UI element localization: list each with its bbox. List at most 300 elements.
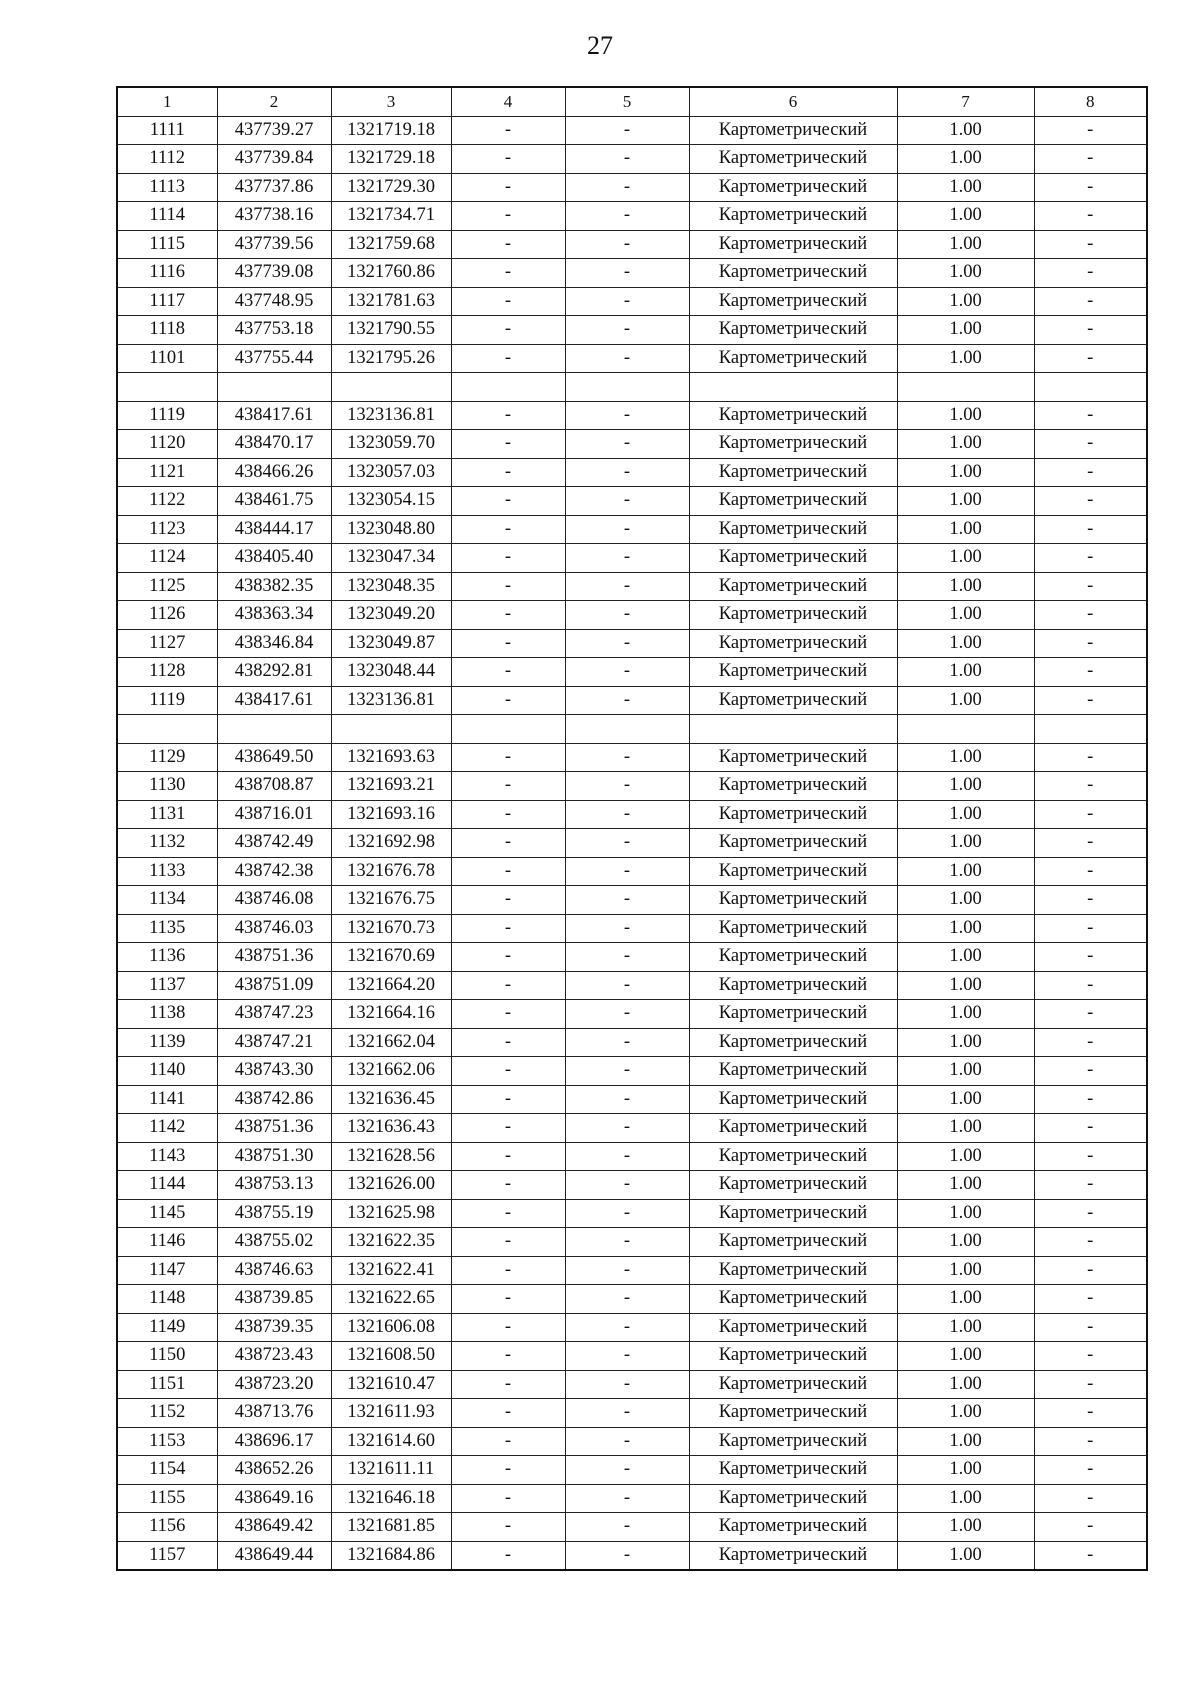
table-cell [897,715,1034,744]
table-cell: 1.00 [897,629,1034,658]
table-cell: - [565,116,689,145]
table-cell: 438751.09 [217,971,331,1000]
table-row [117,316,1147,345]
table-cell [565,373,689,402]
table-cell: - [451,658,565,687]
table-cell: 438363.34 [217,601,331,630]
table-row [117,373,1147,402]
table-cell: 1128 [117,658,217,687]
table-cell: - [1034,1028,1147,1057]
table-cell: - [1034,743,1147,772]
table-cell [565,715,689,744]
table-cell: - [565,316,689,345]
table-cell: 438739.35 [217,1313,331,1342]
table-cell: Картометрический [689,1256,897,1285]
table-cell: 1.00 [897,1541,1034,1570]
table-cell: - [1034,572,1147,601]
table-cell: 1.00 [897,1228,1034,1257]
table-cell: - [1034,686,1147,715]
table-cell: 1136 [117,943,217,972]
table-cell: Картометрический [689,202,897,231]
table-cell: 1.00 [897,344,1034,373]
table-cell: - [565,1085,689,1114]
table-cell: 1145 [117,1199,217,1228]
table-cell: 438466.26 [217,458,331,487]
table-cell: 1.00 [897,971,1034,1000]
column-header: 7 [897,87,1034,116]
table-row [117,1199,1147,1228]
table-cell: - [451,1427,565,1456]
table-cell: - [1034,401,1147,430]
table-cell: 1.00 [897,886,1034,915]
table-row [117,971,1147,1000]
table-cell: Картометрический [689,1171,897,1200]
table-cell: 1134 [117,886,217,915]
table-cell: - [565,686,689,715]
coordinates-table [116,86,1148,1571]
table-cell: - [451,458,565,487]
table-row [117,743,1147,772]
column-header: 3 [331,87,451,116]
table-cell: Картометрический [689,1427,897,1456]
table-cell: - [565,1456,689,1485]
table-row [117,829,1147,858]
table-cell: Картометрический [689,515,897,544]
table-row [117,287,1147,316]
table-cell: 1323059.70 [331,430,451,459]
table-cell: 1119 [117,686,217,715]
column-header: 1 [117,87,217,116]
table-cell: - [565,1285,689,1314]
table-cell: 1.00 [897,1028,1034,1057]
table-cell: - [1034,800,1147,829]
table-cell: 1323047.34 [331,544,451,573]
table-cell: - [1034,829,1147,858]
table-cell: Картометрический [689,601,897,630]
table-cell: 1.00 [897,1370,1034,1399]
table-cell: - [1034,259,1147,288]
table-cell: 1126 [117,601,217,630]
table-cell: - [1034,458,1147,487]
table-row [117,772,1147,801]
table-cell: Картометрический [689,1057,897,1086]
table-cell: Картометрический [689,430,897,459]
table-cell: Картометрический [689,116,897,145]
table-cell [897,373,1034,402]
table-cell: 438743.30 [217,1057,331,1086]
table-cell: - [1034,173,1147,202]
table-cell: - [451,629,565,658]
table-row [117,601,1147,630]
table-cell: Картометрический [689,743,897,772]
table-cell: Картометрический [689,1541,897,1570]
table-cell: 1.00 [897,658,1034,687]
table-cell: 1154 [117,1456,217,1485]
table-cell: Картометрический [689,173,897,202]
table-cell: 438649.44 [217,1541,331,1570]
table-cell: 1.00 [897,743,1034,772]
table-cell: 438747.21 [217,1028,331,1057]
table-cell: 1139 [117,1028,217,1057]
table-cell: 1321719.18 [331,116,451,145]
table-cell: - [565,601,689,630]
table-cell [117,715,217,744]
table-cell: - [565,458,689,487]
table-cell: 1112 [117,145,217,174]
table-cell: 1321693.16 [331,800,451,829]
table-cell: 1321606.08 [331,1313,451,1342]
table-cell: - [1034,1199,1147,1228]
table-cell: 438649.16 [217,1484,331,1513]
table-row [117,1256,1147,1285]
table-cell: - [1034,1256,1147,1285]
table-cell: 1.00 [897,800,1034,829]
table-cell: 1113 [117,173,217,202]
table-cell: 1152 [117,1399,217,1428]
table-cell: - [451,1057,565,1086]
table-cell: Картометрический [689,1484,897,1513]
table-cell: 1.00 [897,857,1034,886]
table-cell: 1122 [117,487,217,516]
table-cell: Картометрический [689,230,897,259]
table-cell: Картометрический [689,1000,897,1029]
table-cell: - [565,1057,689,1086]
table-row [117,1114,1147,1143]
table-cell: - [451,772,565,801]
table-cell: Картометрический [689,1342,897,1371]
table-cell: - [1034,202,1147,231]
table-cell: 1.00 [897,287,1034,316]
table-cell: 1.00 [897,316,1034,345]
table-cell: - [451,857,565,886]
table-cell: - [565,487,689,516]
table-row [117,458,1147,487]
table-cell: - [451,1484,565,1513]
table-cell: Картометрический [689,772,897,801]
table-cell: Картометрический [689,259,897,288]
table-cell: 437739.84 [217,145,331,174]
table-cell: - [451,173,565,202]
table-cell: - [565,971,689,1000]
table-cell: - [565,1142,689,1171]
table-cell: - [1034,1313,1147,1342]
table-cell: - [1034,1000,1147,1029]
table-cell: - [451,1541,565,1570]
table-cell: 1321625.98 [331,1199,451,1228]
table-cell: - [565,1171,689,1200]
table-cell: - [451,1256,565,1285]
table-cell: 1321622.41 [331,1256,451,1285]
table-cell: 437739.27 [217,116,331,145]
table-cell: 438723.20 [217,1370,331,1399]
table-cell: 1157 [117,1541,217,1570]
table-cell: 438461.75 [217,487,331,516]
table-row [117,1313,1147,1342]
table-row [117,515,1147,544]
table-cell: 1117 [117,287,217,316]
table-cell: - [565,173,689,202]
table-cell: 1321729.18 [331,145,451,174]
table-cell: 1321781.63 [331,287,451,316]
table-cell: - [565,800,689,829]
table-cell: 438751.30 [217,1142,331,1171]
table-cell: - [1034,544,1147,573]
table-cell [451,373,565,402]
table-cell: 1321676.75 [331,886,451,915]
table-cell: 1321622.65 [331,1285,451,1314]
table-cell: 437748.95 [217,287,331,316]
table-cell: - [451,886,565,915]
table-cell: - [565,1484,689,1513]
table-cell: - [1034,1342,1147,1371]
table-row [117,544,1147,573]
table-cell: - [451,515,565,544]
table-cell: Картометрический [689,1085,897,1114]
table-cell: - [451,487,565,516]
table-cell: 1.00 [897,943,1034,972]
table-cell: - [1034,1370,1147,1399]
table-cell: - [451,1513,565,1542]
table-cell: 1143 [117,1142,217,1171]
table-row [117,1285,1147,1314]
table-cell: 1321664.20 [331,971,451,1000]
table-cell: 438746.08 [217,886,331,915]
column-header: 4 [451,87,565,116]
table-row [117,1057,1147,1086]
table-cell: 1.00 [897,116,1034,145]
table-cell: 1125 [117,572,217,601]
table-cell: 438417.61 [217,401,331,430]
table-cell: 438753.13 [217,1171,331,1200]
table-row [117,1513,1147,1542]
table-cell: 1156 [117,1513,217,1542]
table-cell [117,373,217,402]
table-cell: 1321790.55 [331,316,451,345]
table-cell: - [565,287,689,316]
table-cell: 1.00 [897,1000,1034,1029]
table-cell: - [565,1541,689,1570]
table-cell: - [451,1456,565,1485]
table-cell: - [565,829,689,858]
table-cell: - [565,544,689,573]
table-cell: - [1034,1085,1147,1114]
table-cell: - [565,1000,689,1029]
table-cell: Картометрический [689,316,897,345]
table-row [117,401,1147,430]
table-cell: 1323136.81 [331,401,451,430]
table-cell [331,715,451,744]
table-cell: Картометрический [689,1513,897,1542]
table-cell: 438292.81 [217,658,331,687]
table-cell: - [451,1085,565,1114]
table-cell: - [451,544,565,573]
table-cell: 1321734.71 [331,202,451,231]
column-header: 6 [689,87,897,116]
table-row [117,344,1147,373]
table-cell: 438346.84 [217,629,331,658]
table-cell: - [1034,1285,1147,1314]
table-cell: 438444.17 [217,515,331,544]
table-cell: 437753.18 [217,316,331,345]
table-cell: 1321662.04 [331,1028,451,1057]
table-cell: 438417.61 [217,686,331,715]
table-cell [1034,715,1147,744]
table-cell: - [1034,1427,1147,1456]
table-cell: 1.00 [897,686,1034,715]
table-cell: - [565,401,689,430]
table-cell: 1321611.11 [331,1456,451,1485]
table-cell: - [1034,1399,1147,1428]
table-cell: - [451,430,565,459]
table-cell: 1.00 [897,173,1034,202]
table-cell: 1142 [117,1114,217,1143]
table-cell: Картометрический [689,544,897,573]
table-cell: 1127 [117,629,217,658]
table-cell: - [1034,430,1147,459]
table-cell: 438755.02 [217,1228,331,1257]
table-row [117,145,1147,174]
table-row [117,1000,1147,1029]
table-cell: - [565,629,689,658]
table-cell: Картометрический [689,1313,897,1342]
table-cell: - [451,259,565,288]
table-cell: Картометрический [689,1228,897,1257]
table-cell: - [451,202,565,231]
table-cell: 438742.38 [217,857,331,886]
table-cell: Картометрический [689,658,897,687]
page-number: 27 [587,31,613,60]
table-row [117,857,1147,886]
table-cell: - [451,1399,565,1428]
table-cell: - [1034,344,1147,373]
table-cell: - [451,1114,565,1143]
table-cell: 1321610.47 [331,1370,451,1399]
table-cell: 438751.36 [217,1114,331,1143]
table-cell: 1323049.20 [331,601,451,630]
table-cell: - [451,971,565,1000]
table-cell: - [565,1313,689,1342]
table-cell: 1132 [117,829,217,858]
column-header: 2 [217,87,331,116]
table-cell: 1321729.30 [331,173,451,202]
table-cell: - [451,743,565,772]
table-cell: 1148 [117,1285,217,1314]
table-cell: Картометрический [689,943,897,972]
table-row [117,914,1147,943]
table-cell: 438746.03 [217,914,331,943]
table-cell: 1.00 [897,1313,1034,1342]
table-cell: 437737.86 [217,173,331,202]
table-cell: 1150 [117,1342,217,1371]
table-cell: - [451,572,565,601]
table-row [117,1028,1147,1057]
table-cell: - [565,914,689,943]
table-row [117,173,1147,202]
table-cell: - [565,658,689,687]
table-cell: - [1034,1228,1147,1257]
table-row [117,1142,1147,1171]
table-cell: 1321636.45 [331,1085,451,1114]
table-row [117,715,1147,744]
table-cell [217,715,331,744]
table-cell: 1140 [117,1057,217,1086]
table-cell: - [451,601,565,630]
table-cell: - [451,1285,565,1314]
table-cell: 1.00 [897,1142,1034,1171]
header-row [117,87,1147,116]
table-cell [689,715,897,744]
table-cell: 1323048.80 [331,515,451,544]
table-cell: - [565,1028,689,1057]
table-cell: 438716.01 [217,800,331,829]
table-cell: 1321636.43 [331,1114,451,1143]
table-cell: - [451,1000,565,1029]
table-cell: - [451,829,565,858]
table-cell: 438708.87 [217,772,331,801]
table-row [117,116,1147,145]
table-cell: Картометрический [689,1370,897,1399]
table-cell: 1131 [117,800,217,829]
table-cell: - [451,943,565,972]
table-cell: - [1034,145,1147,174]
table-cell: - [565,943,689,972]
table-cell: - [1034,914,1147,943]
table-cell: - [1034,886,1147,915]
table-cell: 1323057.03 [331,458,451,487]
table-cell: Картометрический [689,1399,897,1428]
table-cell: 1323136.81 [331,686,451,715]
table-cell: - [565,1399,689,1428]
table-cell: 438755.19 [217,1199,331,1228]
table-cell: - [1034,629,1147,658]
table-cell: 1147 [117,1256,217,1285]
table-cell: 1.00 [897,572,1034,601]
table-cell: 1144 [117,1171,217,1200]
table-cell: 1118 [117,316,217,345]
table-cell: 1321693.63 [331,743,451,772]
table-cell: - [565,515,689,544]
table-cell: 1149 [117,1313,217,1342]
table-cell: 438649.42 [217,1513,331,1542]
table-row [117,686,1147,715]
table-row [117,1541,1147,1570]
table-cell: 1101 [117,344,217,373]
table-row [117,1427,1147,1456]
table-cell: 1.00 [897,202,1034,231]
table-cell: 1120 [117,430,217,459]
table-row [117,800,1147,829]
table-cell: 437739.08 [217,259,331,288]
table-cell: 1.00 [897,401,1034,430]
table-cell: 1141 [117,1085,217,1114]
table-cell: 438382.35 [217,572,331,601]
table-cell: 1129 [117,743,217,772]
table-cell: Картометрический [689,401,897,430]
table-cell: 1.00 [897,772,1034,801]
table-cell: 1321795.26 [331,344,451,373]
table-cell [451,715,565,744]
table-cell: 1.00 [897,230,1034,259]
column-header: 8 [1034,87,1147,116]
table-cell: 438723.43 [217,1342,331,1371]
table-cell: 1.00 [897,1484,1034,1513]
table-cell: - [1034,971,1147,1000]
table-cell: 1.00 [897,914,1034,943]
table-cell: 1130 [117,772,217,801]
table-cell: - [565,259,689,288]
table-cell: 1.00 [897,1427,1034,1456]
table-cell: 1321693.21 [331,772,451,801]
